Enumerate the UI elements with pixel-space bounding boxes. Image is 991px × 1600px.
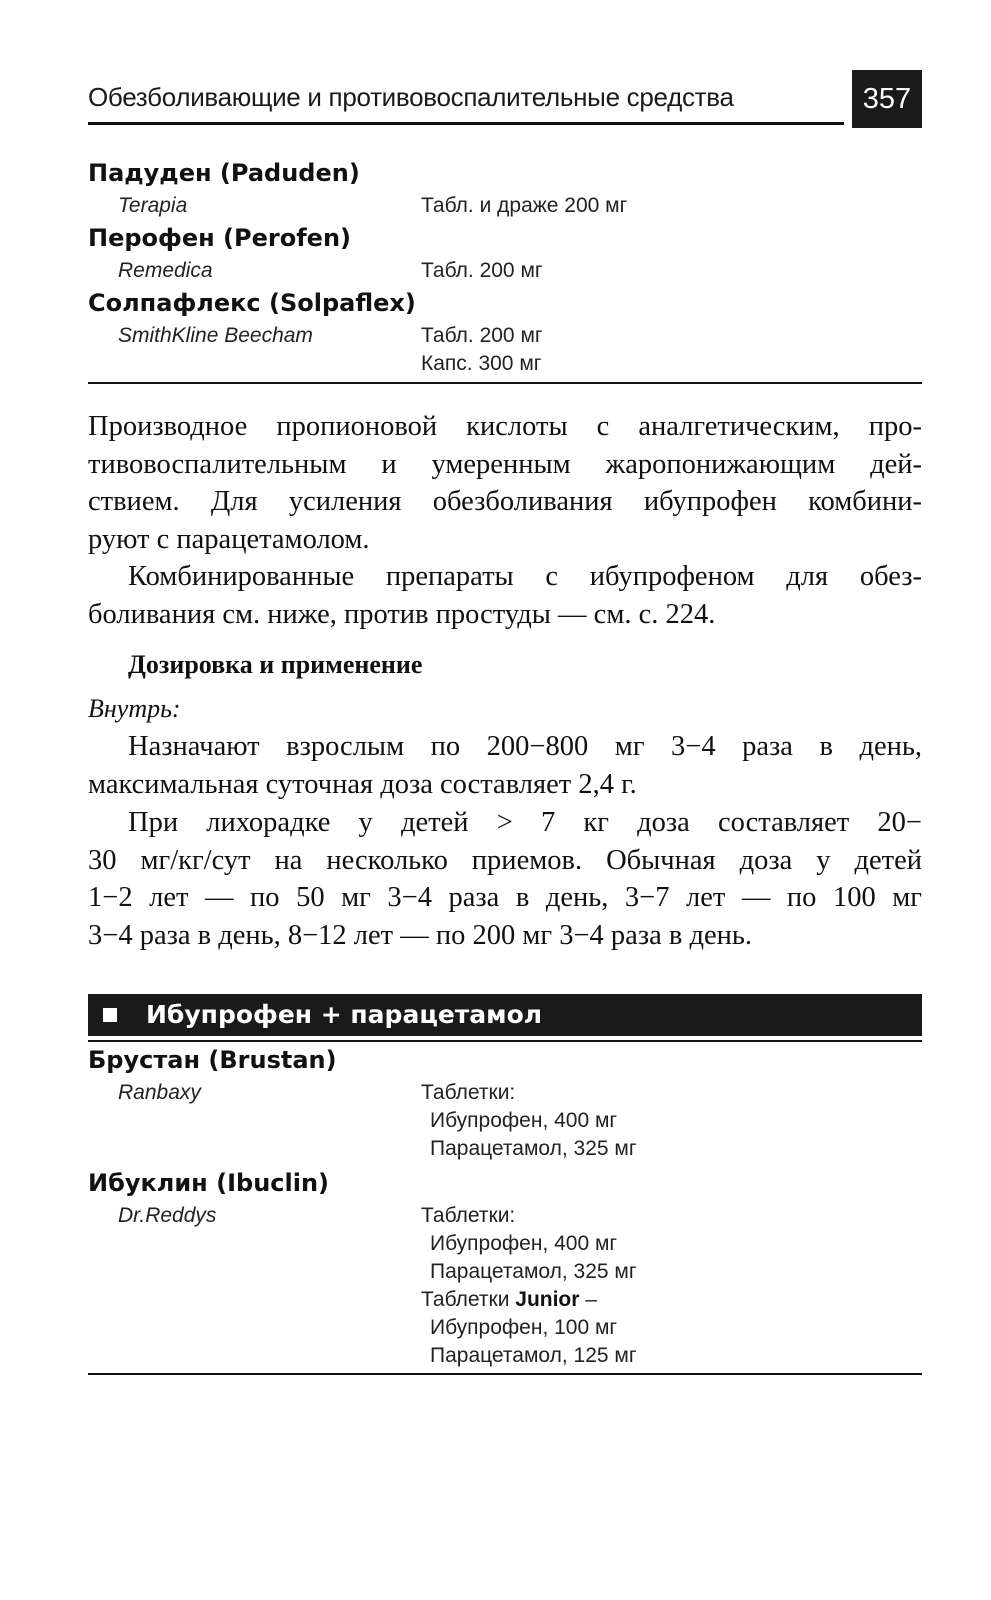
ingredient: Ибупрофен, 400 мг	[430, 1232, 618, 1255]
section-header	[88, 994, 922, 1036]
ingredient: Парацетамол, 125 мг	[430, 1344, 637, 1367]
text-line: 1−2 лет — по 50 мг 3−4 раза в день, 3−7 лет — по 100 мг	[88, 882, 922, 913]
dosage-form: Капс. 300 мг	[421, 352, 542, 375]
description-paragraph	[88, 408, 922, 558]
dosage-form: Таблетки:	[421, 1081, 516, 1104]
ingredient: Парацетамол, 325 мг	[430, 1260, 637, 1283]
manufacturer: Ranbaxy	[118, 1081, 201, 1104]
description-paragraph	[88, 558, 922, 633]
text-line: При лихорадке у детей > 7 кг доза составляет 20−	[128, 807, 922, 838]
dosage-heading: Дозировка и применение	[128, 650, 423, 679]
manufacturer: Dr.Reddys	[118, 1204, 217, 1227]
product-name: Падуден (Paduden)	[88, 159, 360, 187]
text-line: ствием. Для усиления обезболивания ибупрофен комбини-	[88, 486, 922, 517]
header-rule	[88, 122, 844, 125]
form-prefix: Таблетки	[421, 1288, 516, 1311]
divider	[88, 382, 922, 384]
section-rule	[88, 1040, 922, 1042]
product-name: Ибуклин (Ibuclin)	[88, 1169, 330, 1197]
manufacturer: Remedica	[118, 259, 213, 282]
square-bullet-icon	[103, 1008, 117, 1022]
dosage-form: Табл. и драже 200 мг	[421, 194, 628, 217]
divider	[88, 1373, 922, 1375]
product-name: Перофен (Perofen)	[88, 224, 351, 252]
form-suffix: –	[579, 1288, 597, 1311]
dosage-form: Таблетки:	[421, 1204, 516, 1227]
text-line: Назначают взрослым по 200−800 мг 3−4 раза в день,	[128, 731, 922, 762]
dosage-paragraph	[88, 804, 922, 954]
form-variant: Junior	[515, 1288, 580, 1311]
manufacturer: Terapia	[118, 194, 188, 217]
text-line: тивовоспалительным и умеренным жаропонижающим дей-	[88, 448, 922, 480]
product-name: Брустан (Brustan)	[88, 1046, 337, 1074]
dosage-paragraph	[88, 728, 922, 803]
route-label: Внутрь:	[88, 694, 181, 723]
manufacturer: SmithKline Beecham	[118, 324, 313, 347]
page-number: 357	[852, 70, 922, 128]
running-header	[88, 70, 922, 128]
section-title: Ибупрофен + парацетамол	[146, 1000, 543, 1029]
text-line: 3−4 раза в день, 8−12 лет — по 200 мг 3−4 раза в день.	[88, 919, 752, 951]
text-line: Производное пропионовой кислоты с аналгетическим, про-	[88, 411, 922, 442]
text-line: Комбинированные препараты с ибупрофеном для обез-	[128, 561, 922, 592]
ingredient: Парацетамол, 325 мг	[430, 1137, 637, 1160]
dosage-form: Табл. 200 мг	[421, 324, 543, 347]
running-header-title: Обезболивающие и противовоспалительные средства	[88, 82, 734, 112]
text-line: боливания см. ниже, против простуды — см. с. 224.	[88, 598, 716, 630]
text-line: максимальная суточная доза составляет 2,4 г.	[88, 768, 637, 800]
product-name: Солпафлекс (Solpaflex)	[88, 289, 416, 317]
ingredient: Ибупрофен, 400 мг	[430, 1109, 618, 1132]
dosage-form: Табл. 200 мг	[421, 259, 543, 282]
ingredient: Ибупрофен, 100 мг	[430, 1316, 618, 1339]
dosage-form	[421, 1288, 597, 1312]
text-line: руют с парацетамолом.	[88, 523, 370, 555]
text-line: 30 мг/кг/сут на несколько приемов. Обычная доза у детей	[88, 844, 922, 876]
